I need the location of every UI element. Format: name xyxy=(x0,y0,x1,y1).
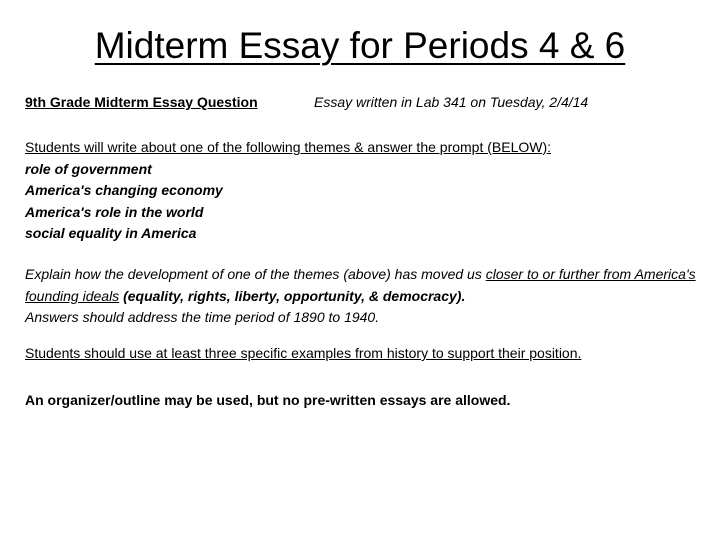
examples-block xyxy=(25,343,705,365)
prompt-part1: Explain how the development of one of the themes (above) has moved us xyxy=(25,266,486,282)
themes-list xyxy=(25,159,705,245)
page-title xyxy=(0,22,720,70)
prompt-underlined: closer to or further from America's founding ideals xyxy=(25,266,696,304)
examples-note: Students should use at least three specific examples from history to support their position. xyxy=(25,345,582,361)
grade-label: 9th Grade Midterm Essay Question xyxy=(25,94,258,110)
theme-item: America's role in the world xyxy=(25,203,204,220)
subheader xyxy=(25,93,589,111)
theme-item: role of government xyxy=(25,160,152,177)
prompt-text xyxy=(25,264,705,307)
intro-text: Students will write about one of the following themes & answer the prompt (BELOW): xyxy=(25,139,552,155)
organizer-note: An organizer/outline may be used, but no pre-written essays are allowed. xyxy=(25,392,511,408)
lab-info: Essay written in Lab 341 on Tuesday, 2/4/14 xyxy=(314,94,589,110)
prompt-timeframe: Answers should address the time period of 1890 to 1940. xyxy=(25,309,380,325)
theme-item: social equality in America xyxy=(25,225,197,241)
theme-item: America's changing economy xyxy=(25,182,223,198)
prompt-block xyxy=(25,264,705,329)
page-title-text: Midterm Essay for Periods 4 & 6 xyxy=(94,25,626,66)
organizer-block xyxy=(25,390,705,412)
prompt-part2: (equality, rights, liberty, opportunity, & democracy). xyxy=(119,287,466,304)
intro-block xyxy=(25,137,705,245)
